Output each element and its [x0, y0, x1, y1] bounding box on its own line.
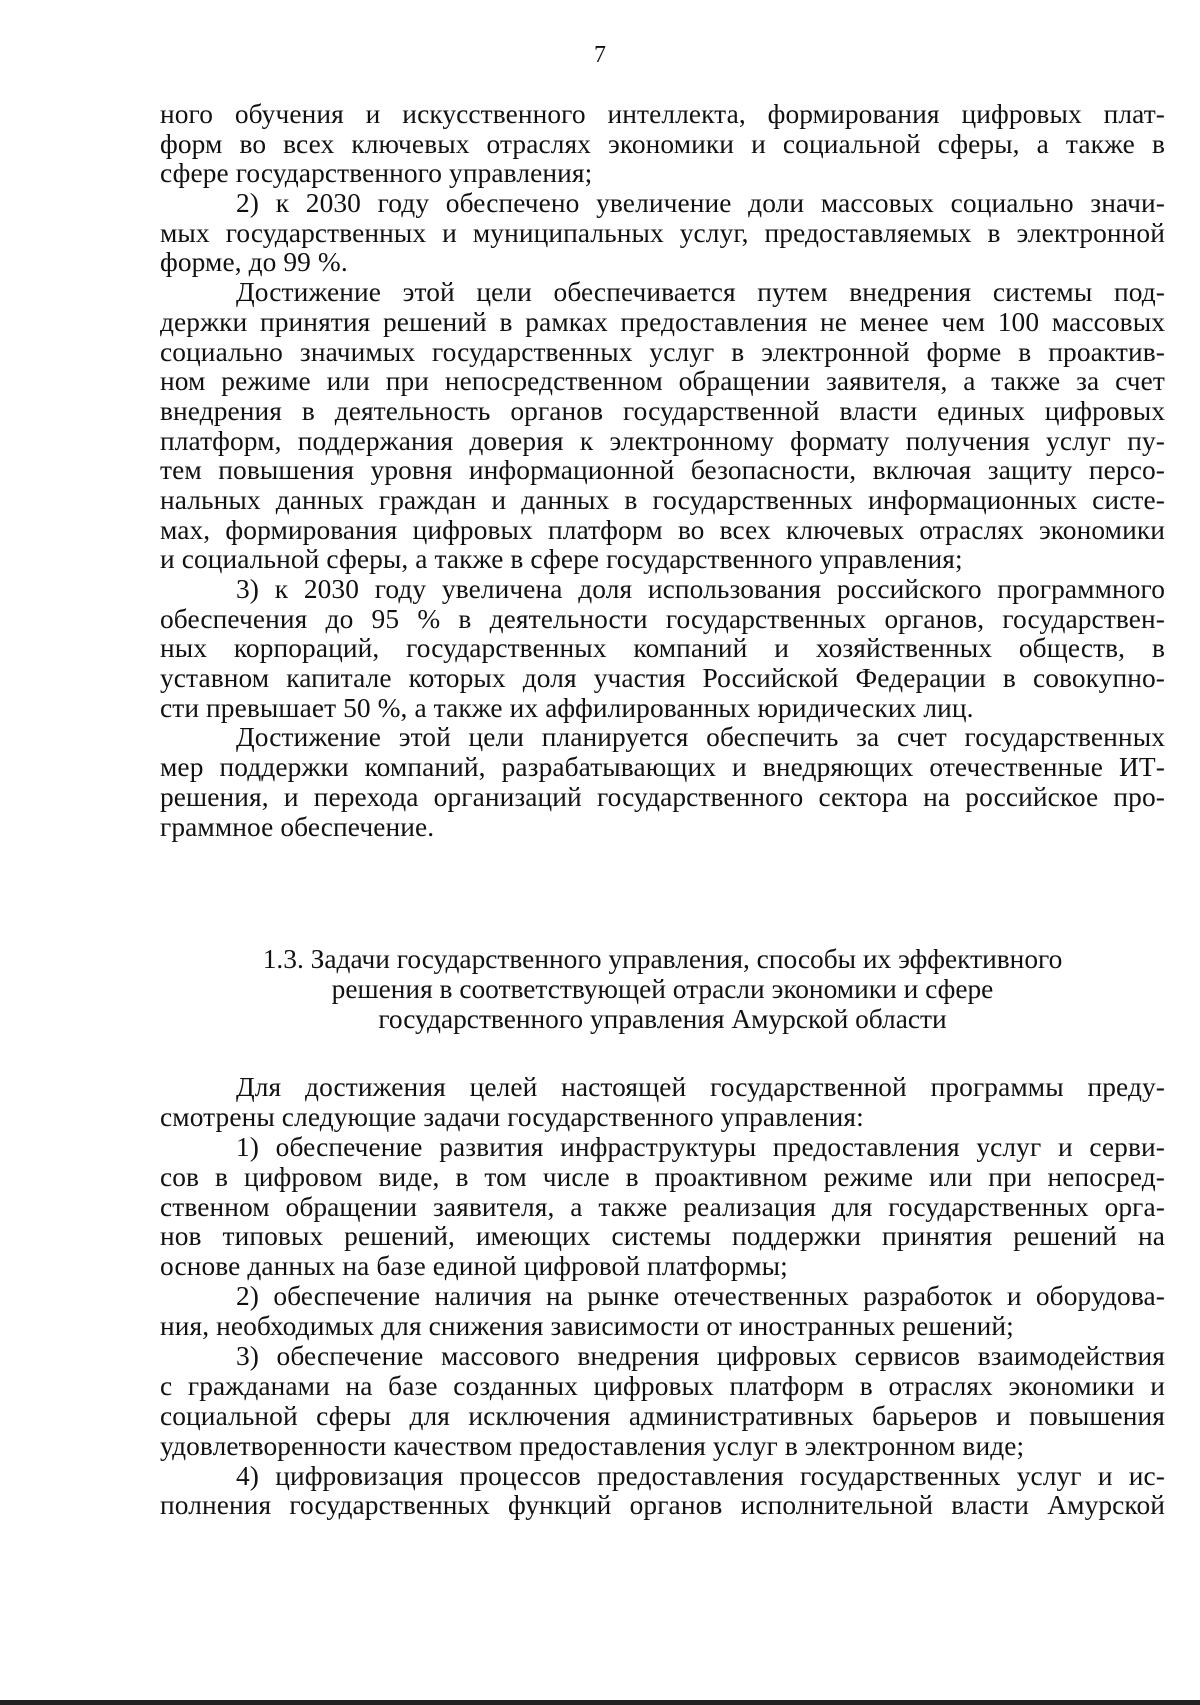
text-line: Достижение этой цели планируется обеспечить за счет государственных [236, 722, 1165, 753]
text-line: Для достижения целей настоящей государственной программы преду- [236, 1072, 1165, 1102]
bottom-scan-edge [0, 1700, 1200, 1705]
text-line: 3) обеспечение массового внедрения цифровых сервисов взаимодействия [236, 1341, 1165, 1372]
text-line: 2) обеспечение наличия на рынке отечественных разработок и оборудова- [236, 1281, 1165, 1312]
text-line: платформ, поддержания доверия к электронному формату получения услуг пу- [160, 425, 1165, 456]
text-line: социальной сферы для исключения административных барьеров и повышения [160, 1400, 1165, 1431]
text-line: удовлетворенности качеством предоставления услуг в электронном виде; [160, 1430, 1025, 1461]
text-line: ных корпораций, государственных компаний и хозяйственных обществ, в [160, 633, 1165, 664]
text-line: обеспечения до 95 % в деятельности государственных органов, государствен- [160, 603, 1165, 634]
text-line: мых государственных и муниципальных услуг, предоставляемых в электронной [160, 217, 1165, 248]
text-line: граммное обеспечение. [160, 811, 435, 842]
text-line: социально значимых государственных услуг в электронной форме в проактив- [160, 336, 1165, 367]
heading-line: государственного управления Амурской области [378, 1004, 947, 1034]
text-line: ственном обращении заявителя, а также реализация для государственных орга- [160, 1191, 1165, 1222]
text-line: полнения государственных функций органов исполнительной власти Амурской [160, 1490, 1165, 1521]
text-line: держки принятия решений в рамках предоставления не менее чем 100 массовых [160, 306, 1165, 337]
text-line: и социальной сферы, а также в сфере государственного управления; [160, 544, 963, 575]
text-line: ного обучения и искусственного интеллекта, формирования цифровых плат- [160, 99, 1165, 129]
section-heading [160, 944, 1165, 1034]
text-line: основе данных на базе единой цифровой платформы; [160, 1251, 788, 1282]
text-line: ном режиме или при непосредственном обращении заявителя, а также за счет [160, 366, 1165, 397]
text-line: нальных данных граждан и данных в государственных информационных систе- [160, 484, 1165, 515]
text-line: форм во всех ключевых отраслях экономики и социальной сферы, а также в [160, 128, 1165, 159]
text-line: нов типовых решений, имеющих системы поддержки принятия решений на [160, 1221, 1165, 1252]
text-line: мах, формирования цифровых платформ во всех ключевых отраслях экономики [160, 514, 1165, 545]
text-block-tasks [160, 1073, 1165, 1521]
text-line: 4) цифровизация процессов предоставления государственных услуг и ис- [236, 1460, 1165, 1491]
text-line: сти превышает 50 %, а также их аффилированных юридических лиц. [160, 692, 974, 723]
page-number: 7 [594, 42, 606, 68]
text-line: с гражданами на базе созданных цифровых платформ в отраслях экономики и [160, 1370, 1165, 1401]
text-line: Достижение этой цели обеспечивается путем внедрения системы под- [236, 277, 1165, 308]
text-line: мер поддержки компаний, разрабатывающих и внедряющих отечественные ИТ- [160, 752, 1165, 783]
text-line: уставном капитале которых доля участия Российской Федерации в совокупно- [160, 663, 1165, 694]
text-line: 1) обеспечение развития инфраструктуры предоставления услуг и серви- [236, 1131, 1165, 1162]
text-line: смотрены следующие задачи государственного управления: [160, 1101, 864, 1132]
text-line: сфере государственного управления; [160, 158, 593, 189]
text-line: ния, необходимых для снижения зависимости от иностранных решений; [160, 1311, 1014, 1342]
text-line: 3) к 2030 году увеличена доля использования российского программного [236, 574, 1165, 604]
text-line: тем повышения уровня информационной безопасности, включая защиту персо- [160, 455, 1165, 486]
text-line: 2) к 2030 году обеспечено увеличение доли массовых социально значи- [236, 188, 1165, 219]
text-block-goals [160, 100, 1165, 842]
text-line: форме, до 99 %. [160, 247, 348, 278]
heading-line: решения в соответствующей отрасли экономики и сфере [331, 974, 994, 1004]
heading-line: 1.3. Задачи государственного управления, способы их эффективного [262, 944, 1063, 974]
text-line: сов в цифровом виде, в том числе в проактивном режиме или при непосред- [160, 1161, 1165, 1192]
text-line: решения, и перехода организаций государственного сектора на российское про- [160, 781, 1165, 812]
text-line: внедрения в деятельность органов государственной власти единых цифровых [160, 395, 1165, 426]
